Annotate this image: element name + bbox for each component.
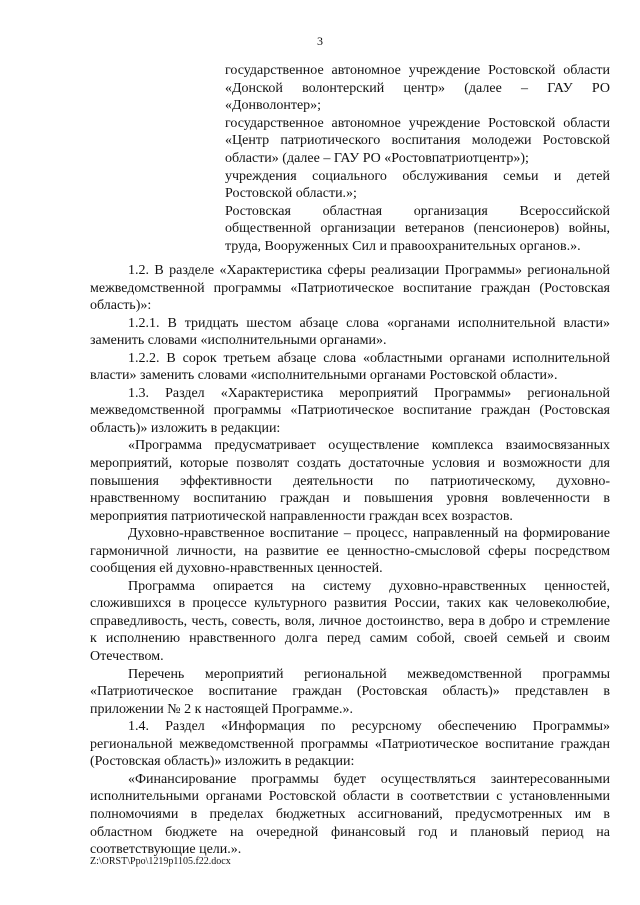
document-body	[90, 262, 610, 859]
paragraph: «Программа предусматривает осуществление комплекса взаимосвязанных мероприятий, которые позволят создать достаточные условия и возможности для повышения эффективности деятельности по патриотическому, духовно-нравственному воспитанию граждан и повышения уровня вовлеченности в мероприятия патриотической направленности граждан всех возрастов.	[90, 438, 610, 524]
list-item: государственное автономное учреждение Ростовской области «Центр патриотического воспитания молодежи Ростовской области» (далее – ГАУ РО «Ростовпатриотцентр»);	[225, 115, 610, 166]
file-path-footer: Z:\ORST\Ppo\1219p1105.f22.docx	[90, 856, 231, 867]
paragraph: 1.4. Раздел «Информация по ресурсному обеспечению Программы» региональной межведомственной программы «Патриотическое воспитание граждан (Ростовская область)» изложить в редакции:	[90, 719, 610, 770]
paragraph: 1.2.1. В тридцать шестом абзаце слова «органами исполнительной власти» заменить словами «исполнительными органами».	[90, 315, 610, 349]
list-item: Ростовская областная организация Всероссийской общественной организации ветеранов (пенсионеров) войны, труда, Вооруженных Сил и правоохранительных органов.».	[225, 203, 610, 254]
list-item: учреждения социального обслуживания семьи и детей Ростовской области.»;	[225, 168, 610, 202]
paragraph: Духовно-нравственное воспитание – процесс, направленный на формирование гармоничной личности, на развитие ее ценностно-смысловой сферы посредством сообщения ей духовно-нравственных ценностей.	[90, 526, 610, 577]
page-number: 3	[317, 34, 323, 48]
paragraph: Программа опирается на систему духовно-нравственных ценностей, сложившихся в процессе культурного развития России, таких как человеколюбие, справедливость, честь, совесть, воля, личное достоинство, вера в добро и стремление к исполнению нравственного долга перед самим собой, своей семьей и своим Отечеством.	[90, 578, 610, 665]
paragraph: 1.2. В разделе «Характеристика сферы реализации Программы» региональной межведомственной программы «Патриотическое воспитание граждан (Ростовская область)»:	[90, 263, 610, 314]
paragraph: 1.2.2. В сорок третьем абзаце слова «областными органами исполнительной власти» заменить словами «исполнительными органами Ростовской области».	[90, 350, 610, 384]
paragraph: «Финансирование программы будет осуществляться заинтересованными исполнительными органами Ростовской области в соответствии с установленными полномочиями в пределах бюджетных ассигнований, предусмотренных им в областном бюджете на очередной финансовый год и плановый период на соответствующие цели.».	[90, 771, 610, 858]
paragraph: Перечень мероприятий региональной межведомственной программы «Патриотическое воспитание граждан (Ростовская область)» представлен в приложении № 2 к настоящей Программе.».	[90, 666, 610, 717]
list-item: государственное автономное учреждение Ростовской области «Донской волонтерский центр» (далее – ГАУ РО «Донволонтер»;	[225, 63, 610, 114]
amendment-list	[225, 62, 610, 256]
paragraph: 1.3. Раздел «Характеристика мероприятий Программы» региональной межведомственной программы «Патриотическое воспитание граждан (Ростовская область)» изложить в редакции:	[90, 385, 610, 436]
